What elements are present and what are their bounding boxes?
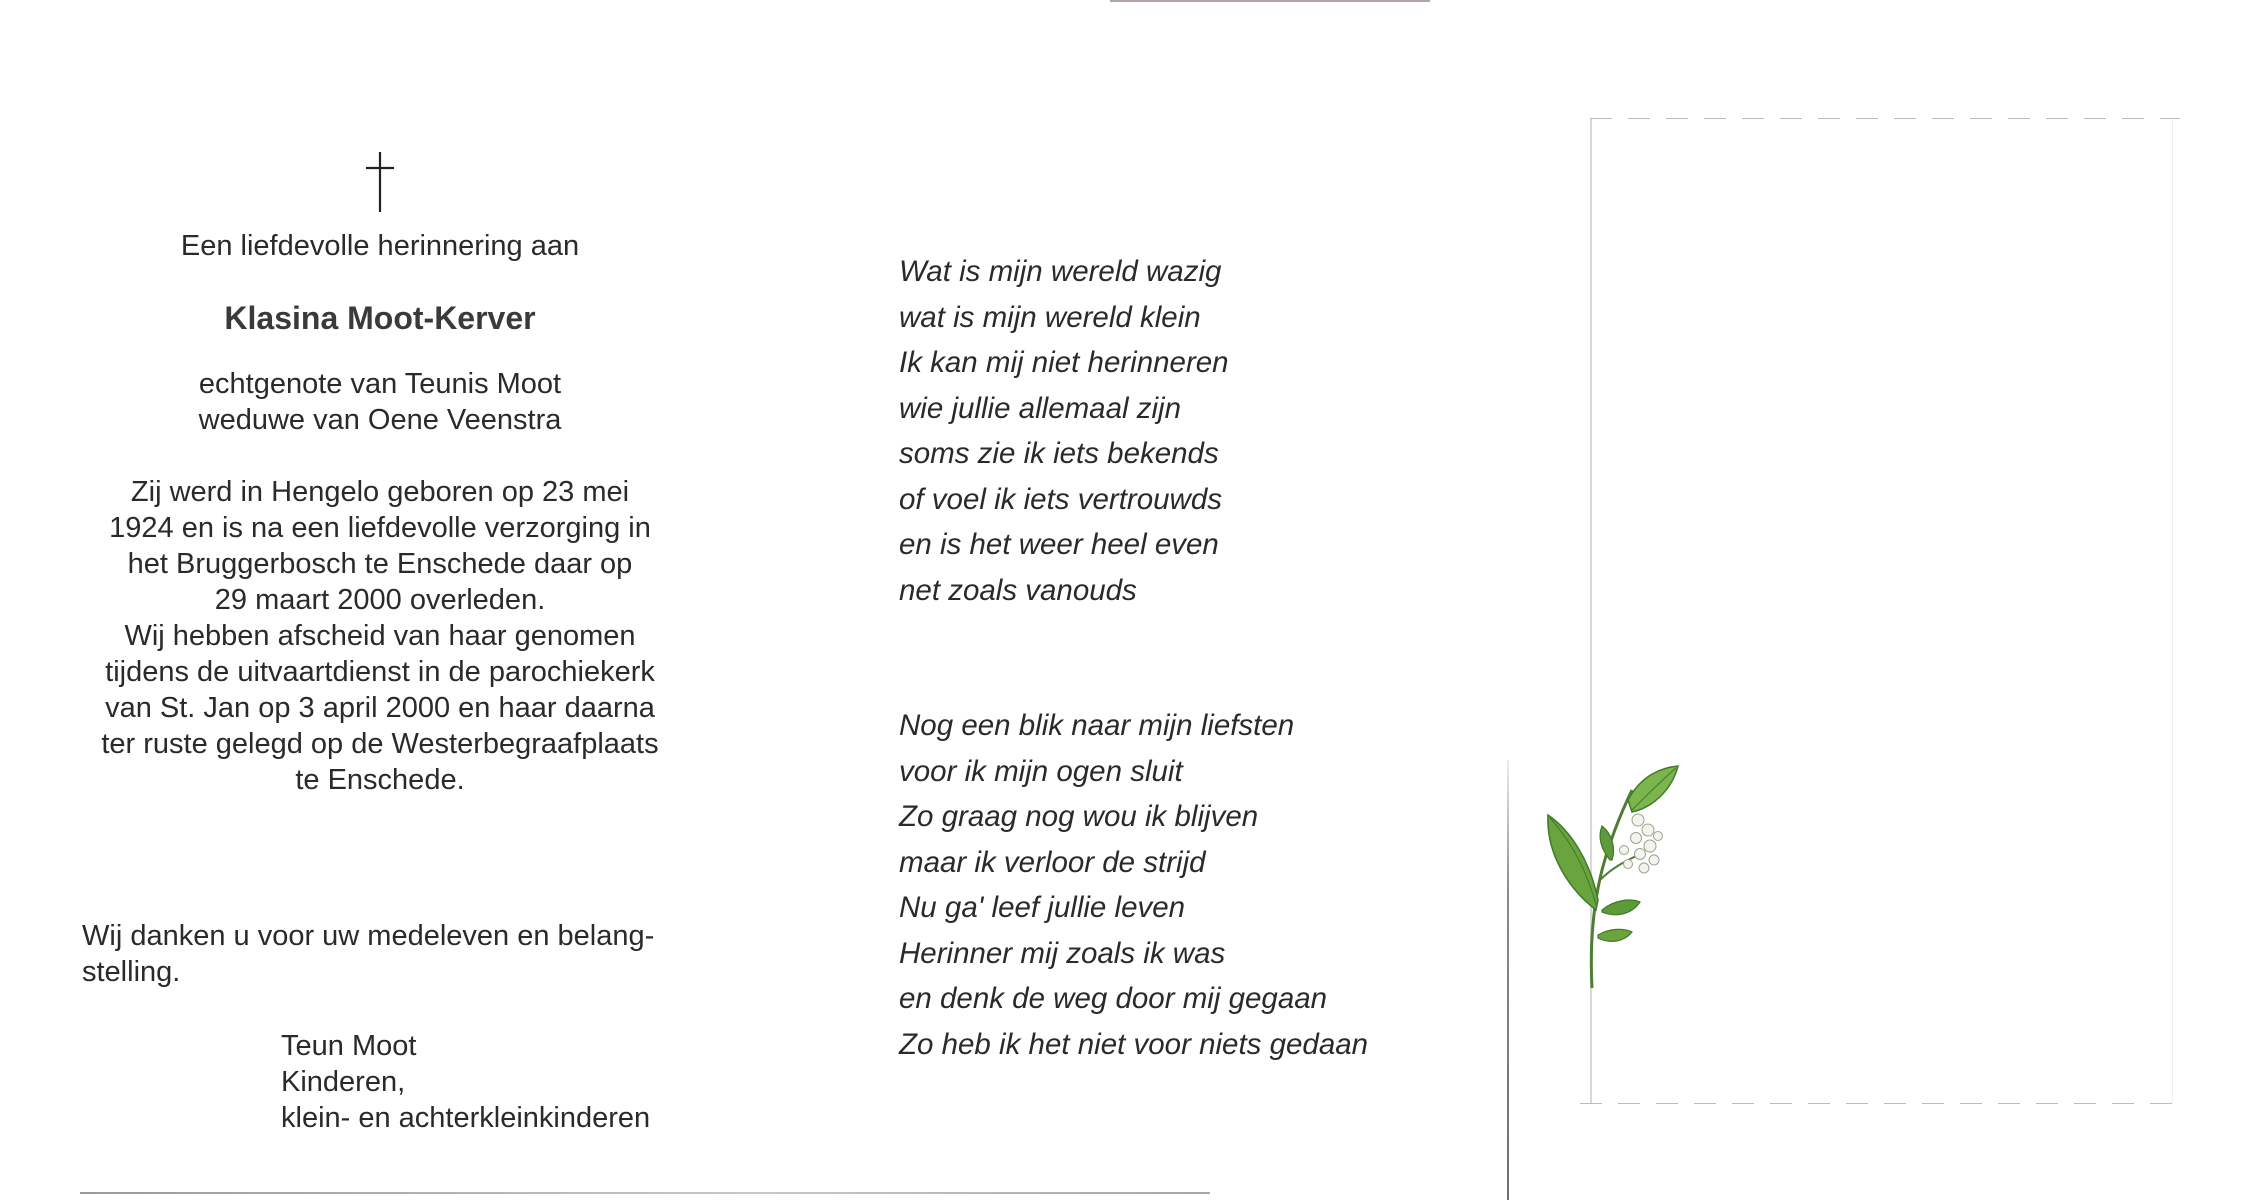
poem-line: Wat is mijn wereld wazig bbox=[899, 255, 1222, 288]
poem-line: of voel ik iets vertrouwds bbox=[899, 482, 1222, 516]
cross-icon bbox=[360, 150, 400, 214]
signature-line: Teun Moot bbox=[281, 1030, 417, 1062]
signature-line: klein- en achterkleinkinderen bbox=[281, 1102, 651, 1134]
poem-line: maar ik verloor de strijd bbox=[899, 845, 1206, 879]
scan-top-edge bbox=[1110, 0, 1430, 2]
thanks-line: Wij danken u voor uw medeleven en belang- bbox=[82, 920, 655, 952]
bio-line: het Bruggerbosch te Enschede daar op bbox=[127, 548, 633, 580]
lily-of-the-valley-illustration bbox=[1540, 760, 1680, 990]
spouse-line: weduwe van Oene Veenstra bbox=[198, 404, 562, 436]
thanks-message bbox=[82, 918, 702, 990]
bio-line: ter ruste gelegd op de Westerbegraafplaats bbox=[101, 728, 659, 760]
poem-stanza-2 bbox=[899, 703, 1368, 1067]
bio-line: van St. Jan op 3 april 2000 en haar daarna bbox=[105, 692, 655, 724]
spouse-line: echtgenote van Teunis Moot bbox=[198, 368, 562, 400]
bio-line: Wij hebben afscheid van haar genomen bbox=[124, 620, 636, 652]
scan-bottom-edge bbox=[80, 1192, 1210, 1194]
biography bbox=[70, 474, 690, 798]
bio-line: te Enschede. bbox=[295, 764, 465, 796]
poem-line: en is het weer heel even bbox=[899, 528, 1219, 561]
bio-line: Zij werd in Hengelo geboren op 23 mei bbox=[130, 476, 630, 508]
thanks-line: stelling. bbox=[82, 956, 181, 988]
poem-stanza-1 bbox=[899, 249, 1229, 613]
frame-top-dash bbox=[1590, 118, 2180, 119]
card-fold-line bbox=[1507, 760, 1509, 1200]
family-signature bbox=[281, 1028, 650, 1136]
bio-line: tijdens de uitvaartdienst in de parochiekerk bbox=[105, 656, 655, 688]
poem-line: wat is mijn wereld klein bbox=[899, 300, 1201, 334]
poem-line: Ik kan mij niet herinneren bbox=[899, 346, 1229, 379]
poem-line: wie jullie allemaal zijn bbox=[899, 391, 1182, 425]
bio-line: 29 maart 2000 overleden. bbox=[214, 584, 546, 616]
poem-line: Zo heb ik het niet voor niets gedaan bbox=[899, 1027, 1369, 1061]
poem-line: Nog een blik naar mijn liefsten bbox=[899, 709, 1295, 742]
poem-line: Herinner mij zoals ik was bbox=[899, 936, 1226, 970]
poem-line: voor ik mijn ogen sluit bbox=[899, 754, 1183, 788]
memorial-text-panel bbox=[70, 150, 690, 798]
frame-bottom-dash bbox=[1580, 1103, 2180, 1104]
poem-line: net zoals vanouds bbox=[899, 573, 1137, 607]
intro-text: Een liefdevolle herinnering aan bbox=[180, 230, 580, 262]
deceased-name: Klasina Moot-Kerver bbox=[224, 300, 536, 336]
poem-line: Zo graag nog wou ik blijven bbox=[899, 800, 1259, 833]
poem-line: soms zie ik iets bekends bbox=[899, 437, 1219, 470]
spouse-info bbox=[70, 366, 690, 438]
poem-line: en denk de weg door mij gegaan bbox=[899, 982, 1328, 1015]
poem-line: Nu ga' leef jullie leven bbox=[899, 891, 1186, 924]
bio-line: 1924 en is na een liefdevolle verzorging in bbox=[109, 512, 651, 544]
signature-line: Kinderen, bbox=[281, 1066, 406, 1098]
